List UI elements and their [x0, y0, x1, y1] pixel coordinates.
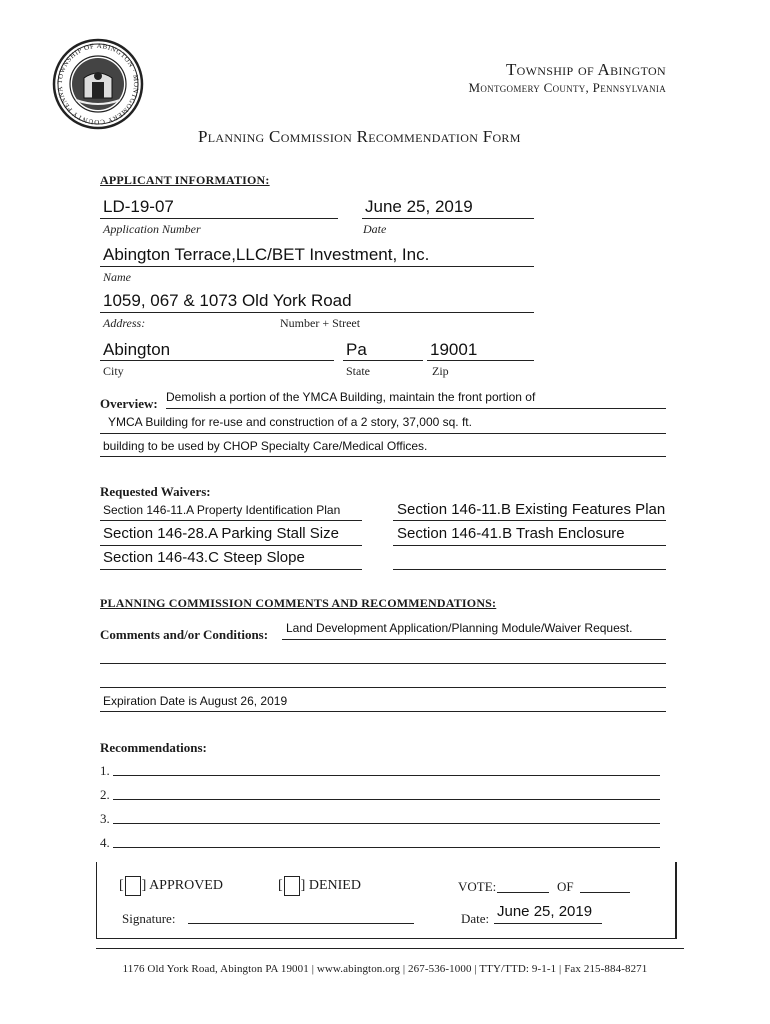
- comments-rule-1: [282, 639, 666, 640]
- name-label: Name: [103, 270, 131, 284]
- zip-line: [427, 360, 534, 361]
- vote-count-line[interactable]: [497, 892, 549, 893]
- vote-label: VOTE:: [458, 879, 497, 894]
- comments-section-title: PLANNING COMMISSION COMMENTS AND RECOMMENDATIONS:: [100, 596, 497, 610]
- name-value[interactable]: Abington Terrace,LLC/BET Investment, Inc.: [103, 245, 430, 264]
- decision-box: [96, 862, 677, 939]
- state-value[interactable]: Pa: [346, 340, 367, 359]
- city-line: [100, 360, 334, 361]
- seal-text: TOWNSHIP OF ABINGTON · MONTGOMERY COUNTY PENNA: [55, 41, 141, 127]
- overview-line-3[interactable]: building to be used by CHOP Specialty Care/Medical Offices.: [103, 439, 428, 453]
- township-name: Township of Abington: [505, 60, 666, 79]
- decision-date-label: Date:: [461, 911, 490, 926]
- recommendation-rule[interactable]: [113, 823, 660, 824]
- name-line: [100, 266, 534, 267]
- waiver-rule: [100, 545, 362, 546]
- denied-option[interactable]: [ ] DENIED: [278, 876, 361, 896]
- recommendation-rule[interactable]: [113, 799, 660, 800]
- overview-rule-2: [100, 433, 666, 434]
- application-number-value[interactable]: LD-19-07: [103, 197, 174, 216]
- approved-label: APPROVED: [149, 878, 223, 894]
- applicant-section-title: APPLICANT INFORMATION:: [100, 173, 270, 187]
- waiver-rule: [393, 545, 666, 546]
- denied-checkbox[interactable]: [284, 876, 300, 896]
- waiver-rule: [100, 520, 362, 521]
- signature-label: Signature:: [122, 911, 176, 926]
- decision-date-line: [494, 923, 602, 924]
- state-label: State: [346, 364, 370, 378]
- address-value[interactable]: 1059, 067 & 1073 Old York Road: [103, 291, 352, 310]
- expiration-text[interactable]: Expiration Date is August 26, 2019: [103, 694, 288, 708]
- signature-line[interactable]: [188, 923, 414, 924]
- form-title: Planning Commission Recommendation Form: [198, 127, 521, 146]
- waivers-label: Requested Waivers:: [100, 484, 211, 499]
- application-number-line: [100, 218, 338, 219]
- date-label: Date: [363, 222, 387, 236]
- address-label: Address:: [103, 316, 146, 330]
- waiver-item[interactable]: Section 146-11.B Existing Features Plan: [397, 501, 666, 518]
- overview-line-2[interactable]: YMCA Building for re-use and construction of a 2 story, 37,000 sq. ft.: [108, 415, 472, 429]
- overview-label: Overview:: [100, 396, 158, 411]
- approved-option[interactable]: [ ] APPROVED: [119, 876, 223, 896]
- of-label: OF: [557, 879, 574, 894]
- seal-icon: [52, 38, 144, 130]
- waiver-item[interactable]: Section 146-28.A Parking Stall Size: [103, 525, 339, 542]
- waiver-rule: [100, 569, 362, 570]
- application-number-label: Application Number: [103, 222, 201, 236]
- state-line: [343, 360, 423, 361]
- vote-total-line[interactable]: [580, 892, 630, 893]
- waiver-rule: [393, 520, 666, 521]
- waiver-item[interactable]: Section 146-41.B Trash Enclosure: [397, 525, 625, 542]
- county-name: Montgomery County, Pennsylvania: [468, 80, 666, 95]
- overview-rule-1: [166, 408, 666, 409]
- comments-rule-3: [100, 687, 666, 688]
- comments-rule-4: [100, 711, 666, 712]
- recommendation-number: 4.: [100, 835, 110, 850]
- township-seal: [52, 38, 144, 130]
- comments-label: Comments and/or Conditions:: [100, 627, 269, 642]
- waiver-item[interactable]: Section 146-43.C Steep Slope: [103, 549, 305, 566]
- comments-rule-2: [100, 663, 666, 664]
- city-label: City: [103, 364, 124, 378]
- recommendation-number: 2.: [100, 787, 110, 802]
- footer-contact: 1176 Old York Road, Abington PA 19001 | www.abington.org | 267-536-1000 | TTY/TTD: 9-1-1 | Fax 215-884-8271: [122, 963, 648, 975]
- zip-value[interactable]: 19001: [430, 340, 478, 359]
- approved-checkbox[interactable]: [125, 876, 141, 896]
- waiver-rule-empty: [393, 569, 666, 570]
- overview-rule-3: [100, 456, 666, 457]
- zip-label: Zip: [432, 364, 449, 378]
- overview-line-1[interactable]: Demolish a portion of the YMCA Building, maintain the front portion of: [166, 390, 536, 404]
- recommendation-rule[interactable]: [113, 775, 660, 776]
- recommendation-number: 1.: [100, 763, 110, 778]
- address-hint: Number + Street: [280, 316, 361, 330]
- denied-label: DENIED: [308, 878, 361, 894]
- recommendation-number: 3.: [100, 811, 110, 826]
- footer-rule: [96, 948, 684, 949]
- waiver-item[interactable]: Section 146-11.A Property Identification Plan: [103, 503, 341, 517]
- comments-line-1[interactable]: Land Development Application/Planning Module/Waiver Request.: [286, 621, 633, 635]
- address-line: [100, 312, 534, 313]
- recommendation-rule[interactable]: [113, 847, 660, 848]
- decision-date-value[interactable]: June 25, 2019: [497, 903, 593, 920]
- date-value[interactable]: June 25, 2019: [365, 197, 473, 216]
- recommendations-label: Recommendations:: [100, 740, 207, 755]
- city-value[interactable]: Abington: [103, 340, 171, 359]
- date-line: [362, 218, 534, 219]
